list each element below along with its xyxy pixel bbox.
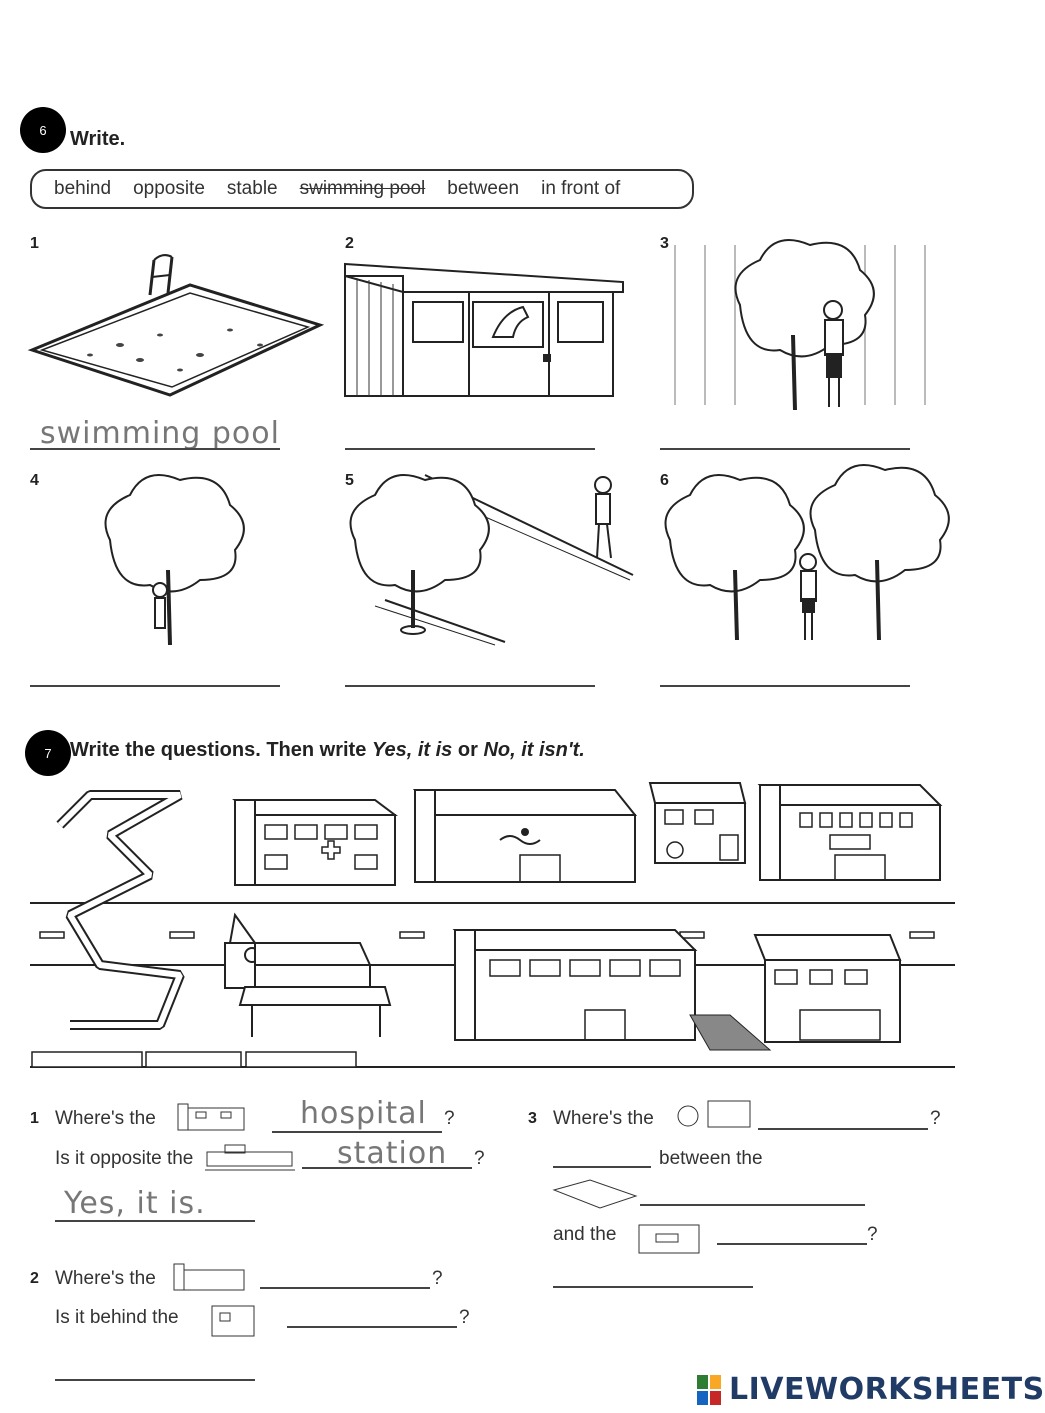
question-3-input-2[interactable]: [640, 1180, 869, 1206]
item-number: 6: [660, 472, 669, 489]
question-1-where: Where's the: [55, 1108, 156, 1129]
answer-line-1: [30, 448, 280, 450]
exercise-7-number: 7: [44, 745, 52, 761]
exercise-6-number: 6: [39, 122, 47, 138]
question-mark: ?: [474, 1148, 485, 1169]
answer-1-handwriting: swimming pool: [40, 416, 280, 451]
title-text: or: [452, 739, 484, 761]
answer-line: [758, 1128, 928, 1130]
answer-input-4[interactable]: [30, 656, 284, 686]
question-2-input-1[interactable]: [260, 1263, 434, 1289]
answer-line: [302, 1167, 472, 1169]
question-1-answer-yes: Yes, it is.: [64, 1186, 206, 1221]
logo-text: LIVEWORKSHEETS: [729, 1372, 1045, 1407]
girl-behind-tree-picture: [665, 235, 950, 415]
question-3-and: and the: [553, 1224, 617, 1245]
cafe-thumbnail: [210, 1303, 258, 1339]
answer-line: [260, 1287, 430, 1289]
liveworksheets-logo: [695, 1372, 1045, 1407]
answer-line: [287, 1326, 457, 1328]
answer-input-2[interactable]: [345, 420, 599, 450]
question-mark: ?: [432, 1268, 443, 1289]
question-3-input-1[interactable]: [758, 1103, 932, 1129]
logo-icon: [695, 1373, 725, 1407]
girl-between-trees-picture: [665, 470, 950, 645]
exercise-7-title: [70, 739, 585, 762]
item-number: 5: [345, 472, 354, 489]
boy-opposite-tree-picture: [345, 470, 635, 645]
answer-input-6[interactable]: [660, 656, 914, 686]
question-2-behind: Is it behind the: [55, 1307, 179, 1328]
title-italic: Yes, it is: [371, 739, 453, 761]
question-1-answer-1: hospital: [300, 1096, 427, 1131]
answer-line: [553, 1166, 651, 1168]
title-text: Write the questions. Then write: [70, 739, 372, 761]
swimming-building-thumbnail: [172, 1260, 258, 1294]
item-number: 4: [30, 472, 39, 489]
question-mark: ?: [867, 1224, 878, 1245]
bank-thumbnail: [636, 1222, 704, 1256]
item-number: 3: [660, 235, 669, 252]
word-bank-item: stable: [226, 178, 278, 199]
answer-line: [55, 1220, 255, 1222]
swimming-pool-picture: [30, 255, 330, 405]
answer-line: [272, 1131, 442, 1133]
question-2-input-3[interactable]: [55, 1352, 259, 1378]
question-1-answer-2: station: [337, 1136, 448, 1171]
question-2-where: Where's the: [55, 1268, 156, 1289]
answer-input-5[interactable]: [345, 656, 599, 686]
station-thumbnail: [205, 1142, 297, 1174]
word-bank-item: opposite: [133, 178, 205, 199]
question-mark: ?: [930, 1108, 941, 1129]
cafe-table-thumbnail: [668, 1096, 754, 1132]
item-number: 2: [345, 235, 354, 252]
question-mark: ?: [459, 1307, 470, 1328]
answer-line: [55, 1379, 255, 1381]
question-1-opposite: Is it opposite the: [55, 1148, 194, 1169]
item-number: 1: [30, 235, 39, 252]
word-bank-item: between: [447, 178, 520, 199]
answer-line: [640, 1204, 865, 1206]
answer-line-4: [30, 685, 280, 687]
hospital-thumbnail: [176, 1100, 256, 1134]
answer-line-5: [345, 685, 595, 687]
question-number: 1: [30, 1110, 39, 1127]
answer-line: [553, 1286, 753, 1288]
answer-line-2: [345, 448, 595, 450]
answer-input-3[interactable]: [660, 420, 914, 450]
question-3-input-4[interactable]: [553, 1262, 757, 1288]
town-scene-picture: [30, 775, 960, 1075]
exercise-7-badge: [25, 730, 71, 776]
question-number: 2: [30, 1270, 39, 1287]
answer-line-3: [660, 448, 910, 450]
stable-picture: [343, 262, 633, 402]
pool-thumbnail: [550, 1178, 640, 1212]
word-bank-item-crossed: swimming pool: [299, 178, 426, 199]
answer-line: [717, 1243, 867, 1245]
question-number: 3: [528, 1110, 537, 1127]
word-bank: [30, 169, 694, 209]
answer-line-6: [660, 685, 910, 687]
word-bank-item: behind: [54, 178, 112, 199]
exercise-6-title: Write.: [70, 128, 126, 150]
question-mark: ?: [444, 1108, 455, 1129]
word-bank-item: in front of: [541, 178, 621, 199]
question-3-between: between the: [659, 1148, 763, 1169]
boy-behind-tree-picture: [100, 470, 260, 650]
question-2-input-2[interactable]: [287, 1302, 461, 1328]
title-italic: No, it isn't.: [483, 739, 585, 761]
exercise-6-badge: [20, 107, 66, 153]
question-3-where: Where's the: [553, 1108, 654, 1129]
